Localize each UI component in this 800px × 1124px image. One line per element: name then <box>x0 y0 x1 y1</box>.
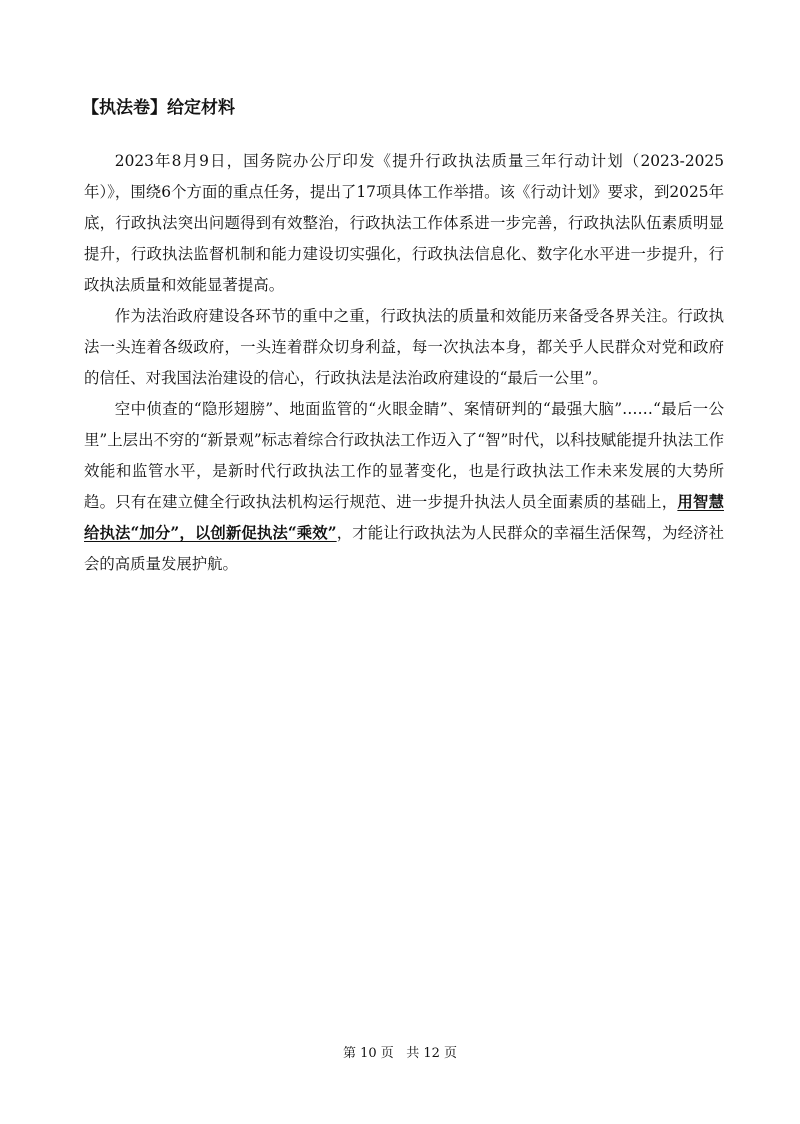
paragraph-3 <box>84 394 724 580</box>
material-body <box>84 146 724 580</box>
section-title: 【执法卷】给定材料 <box>82 98 235 118</box>
emphasized-key-sentence: 用智慧给执法“加分”，以创新促执法“乘效” <box>84 493 724 542</box>
page-number-footer: 第 10 页 共 12 页 <box>342 1046 457 1061</box>
paragraph-1: 2023年8月9日，国务院办公厅印发《提升行政执法质量三年行动计划（2023-2025年）》，围绕6个方面的重点任务，提出了17项具体工作举措。该《行动计划》要求，到2025年底，行政执法突出问题得到有效整治，行政执法工作体系进一步完善，行政执法队伍素质明显提升，行政执法监督机制和能力建设切实强化，行政执法信息化、数字化水平进一步提升，行政执法质量和效能显著提高。 <box>84 152 724 294</box>
paragraph-3-text-before: 空中侦查的“隐形翅膀”、地面监管的“火眼金睛”、案情研判的“最强大脑”……“最后一公里”上层出不穷的“新景观”标志着综合行政执法工作迈入了“智”时代，以科技赋能提升执法工作效能和监管水平，是新时代行政执法工作的显著变化，也是行政执法工作未来发展的大势所趋。只有在建立健全行政执法机构运行规范、进一步提升执法人员全面素质的基础上， <box>84 400 724 511</box>
paragraph-2: 作为法治政府建设各环节的重中之重，行政执法的质量和效能历来备受各界关注。行政执法一头连着各级政府，一头连着群众切身利益，每一次执法本身，都关乎人民群众对党和政府的信任、对我国法治建设的信心，行政执法是法治政府建设的“最后一公里”。 <box>84 307 724 387</box>
paragraph-3-text-after: ，才能让行政执法为人民群众的幸福生活保驾，为经济社会的高质量发展护航。 <box>84 524 724 573</box>
